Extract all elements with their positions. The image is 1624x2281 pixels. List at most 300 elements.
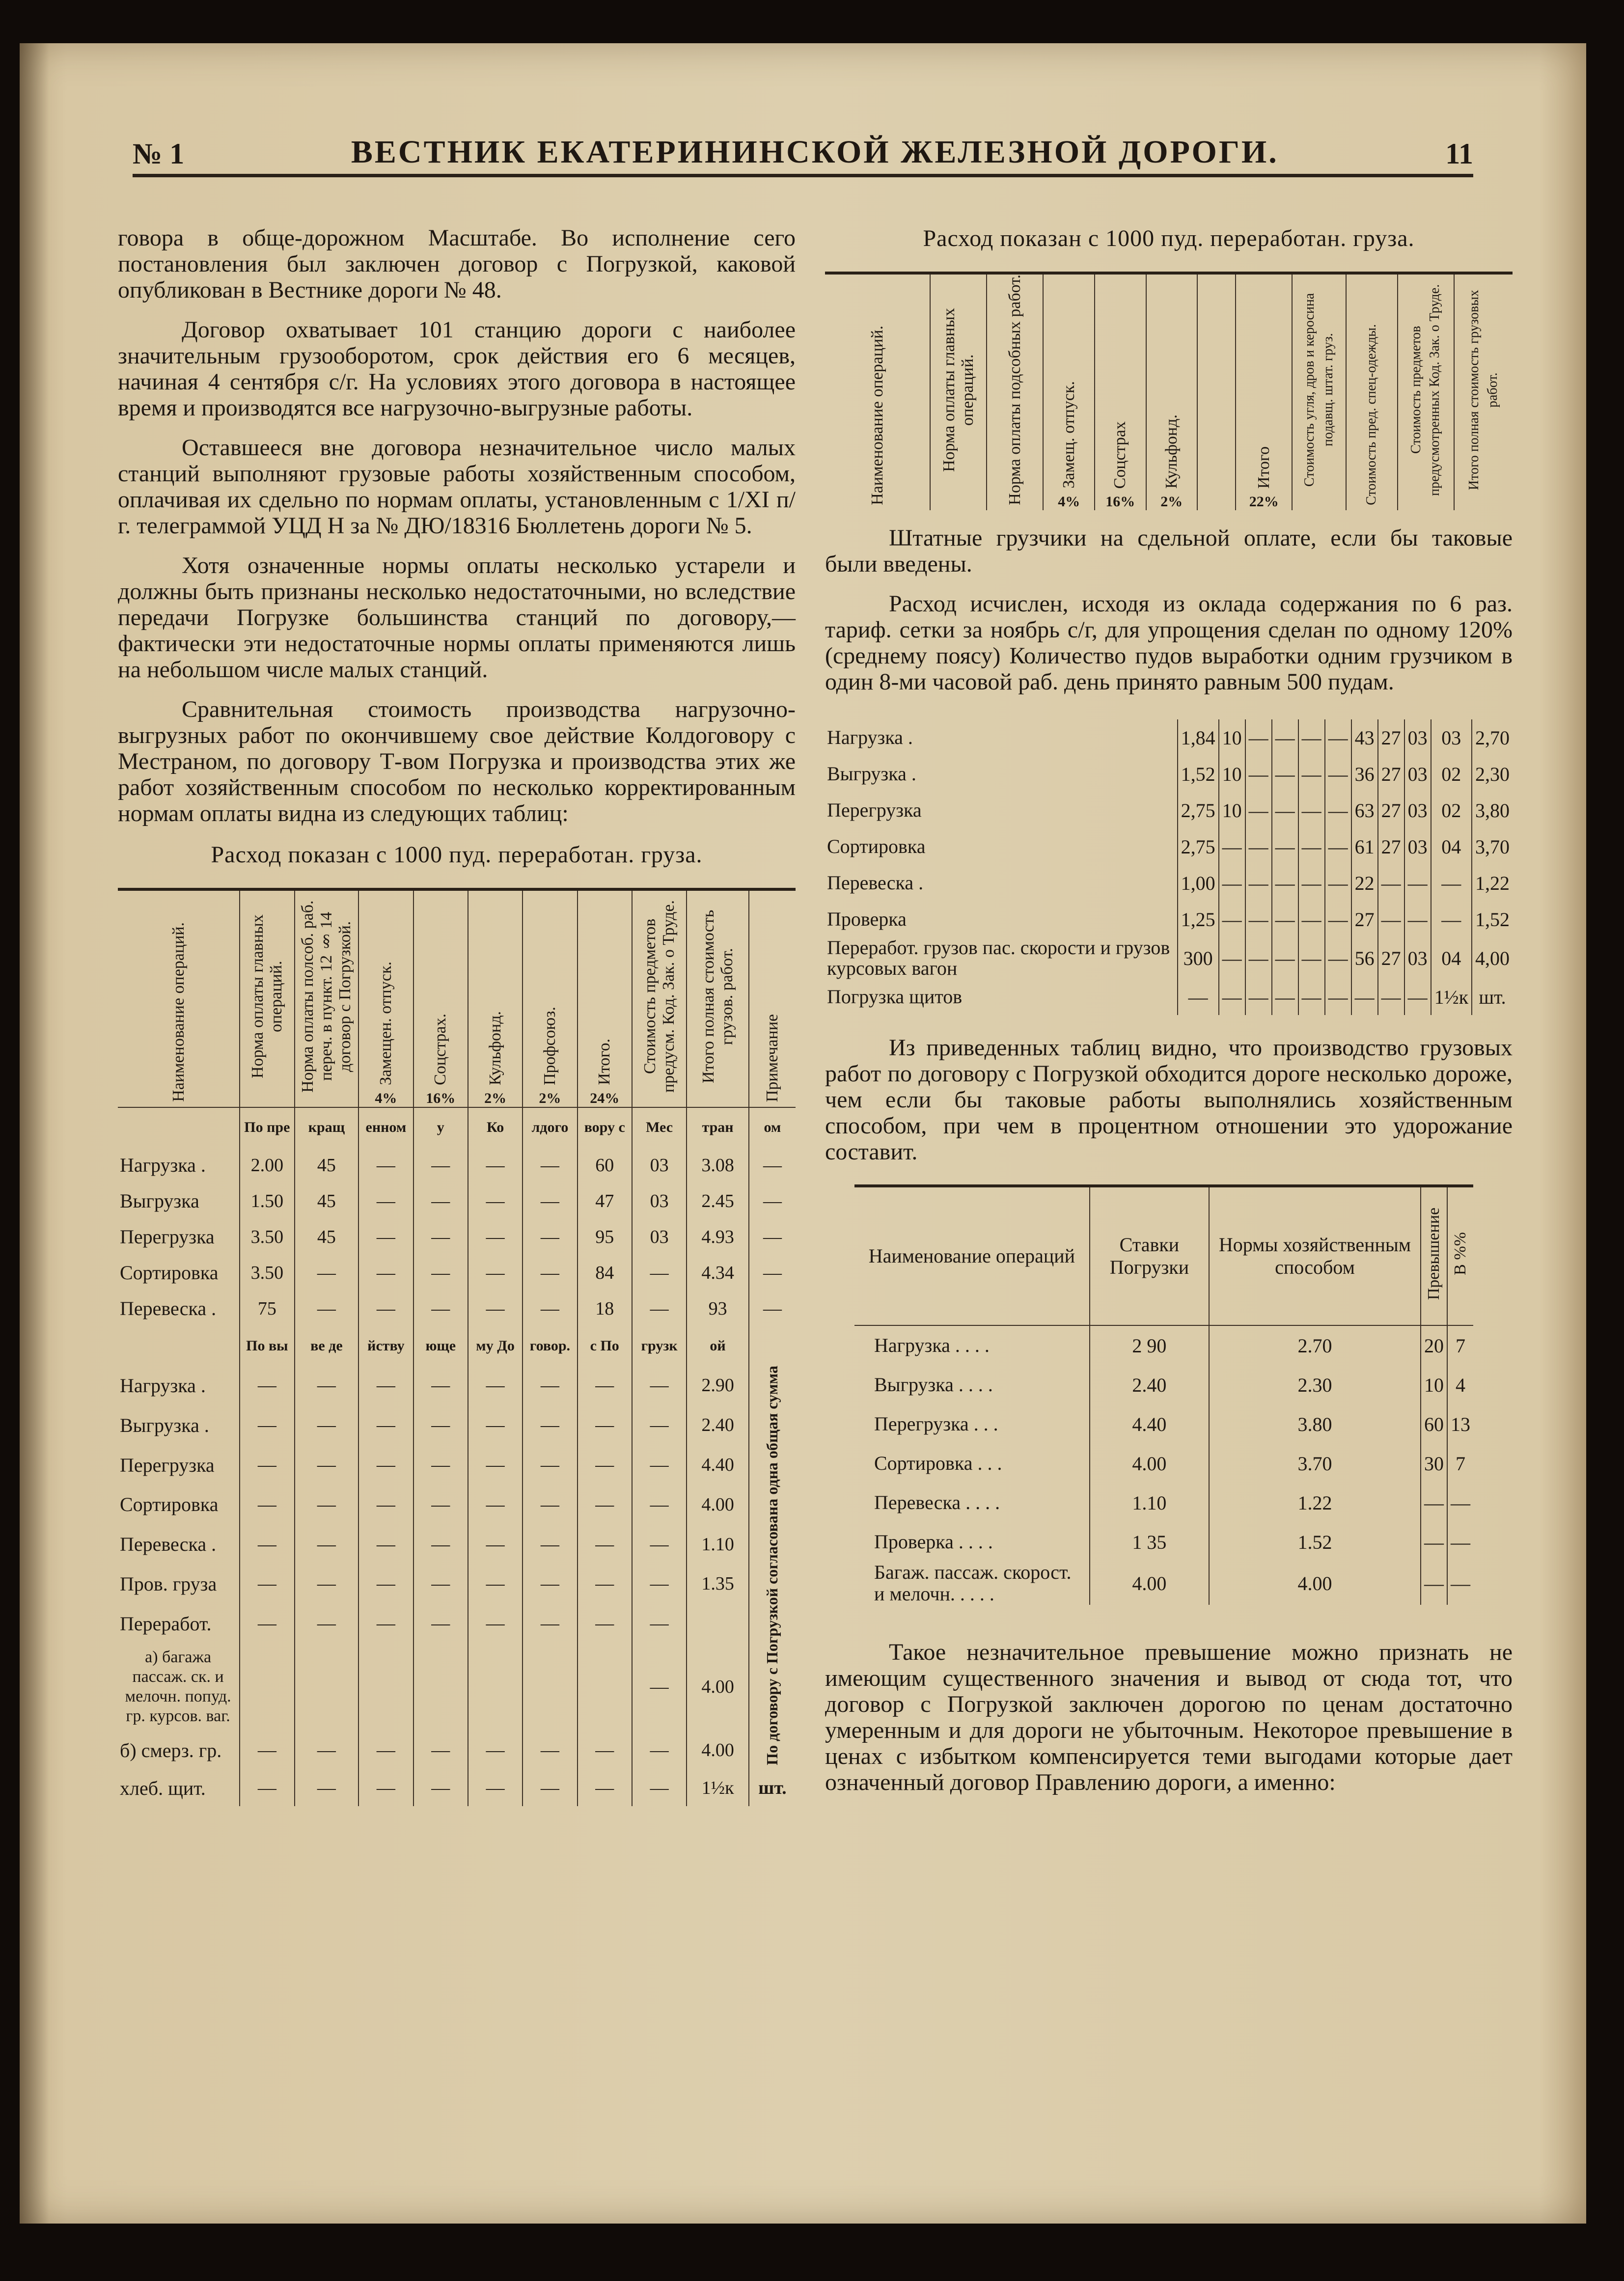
table-cell: — [468, 1219, 523, 1255]
table-cell: — [1325, 865, 1351, 901]
table-cell: 7 [1447, 1325, 1473, 1365]
table-cell: — [295, 1255, 359, 1291]
table-cell: 61 [1351, 828, 1378, 865]
table-cell: — [413, 1219, 468, 1255]
table-cell: 22 [1351, 865, 1378, 901]
table-row [118, 1564, 796, 1604]
table-cell [413, 1644, 468, 1731]
table-cell: 2,75 [1178, 828, 1219, 865]
table-cell: 4.40 [1090, 1404, 1209, 1444]
band-fragment: йству [358, 1326, 413, 1366]
row-label: Перегрузка [120, 1226, 215, 1248]
table-cell: 10 [1219, 719, 1245, 756]
band-fragment: тран [687, 1107, 749, 1147]
table-cell: — [468, 1731, 523, 1770]
table-cell [687, 1604, 749, 1644]
table-cell: 10 [1421, 1365, 1447, 1404]
table-row [854, 1562, 1473, 1605]
column-header: Соцстрах [1111, 421, 1129, 489]
column-header: Наименование операций [854, 1186, 1090, 1325]
row-label: хлеб. щит. [120, 1777, 206, 1799]
table-cell: 1,52 [1472, 901, 1513, 937]
table-cell: — [1219, 937, 1245, 979]
table-cell: — [578, 1366, 632, 1405]
column-header: Замещ. отпуск. [1059, 381, 1078, 489]
table-cell: 45 [295, 1147, 359, 1183]
table-cell: 03 [1431, 719, 1472, 756]
table-cell: 60 [1421, 1404, 1447, 1444]
table-cell: — [1421, 1562, 1447, 1605]
table-cell: — [413, 1183, 468, 1219]
table-cell: — [632, 1445, 687, 1485]
column-header: Кульфонд. [486, 1011, 504, 1085]
table-cell: — [632, 1484, 687, 1524]
column-header: Стоимость предметов предусмотренных Код. Зак. о Труде. [1408, 284, 1443, 496]
table-cell: — [1298, 719, 1325, 756]
table-cell: — [413, 1291, 468, 1326]
right-column [825, 225, 1513, 1809]
table-cell [295, 1644, 359, 1731]
table-row [118, 1484, 796, 1524]
table-cell: 4.00 [1090, 1444, 1209, 1483]
table-row [118, 1644, 796, 1731]
table-cell: — [240, 1484, 294, 1524]
row-label: Багаж. пассаж. скорост. и мелочн. . . . . [874, 1561, 1072, 1605]
row-label: а) багажа пассаж. ск. и мелочн. попуд. гр. курсов. ваг. [125, 1648, 231, 1726]
row-label: Сортировка [827, 835, 926, 857]
column-header: Замещен. отпуск. [376, 962, 395, 1085]
table-cell: 03 [1404, 937, 1431, 979]
percent-label: 16% [426, 1090, 456, 1106]
table-cell: 1½к [1431, 979, 1472, 1015]
paragraph: Из приведенных таблиц видно, что производство грузовых работ по договору с Погрузкой обходится дороге несколько дороже, чем если бы таковые работы выполнялись хозяйственным способом, при чем в процентном отношении это удорожание составит. [825, 1035, 1513, 1165]
table-cell: — [1431, 865, 1472, 901]
table-row [825, 865, 1513, 901]
table-cell: — [1245, 719, 1272, 756]
table-cell: — [1325, 901, 1351, 937]
table-cell: — [295, 1731, 359, 1770]
row-label: Сортировка . . . [874, 1452, 1002, 1474]
table-cell: 03 [1404, 719, 1431, 756]
table-cell: — [578, 1405, 632, 1445]
table-row [118, 1405, 796, 1445]
table-cell: 36 [1351, 756, 1378, 792]
table-cell: — [468, 1366, 523, 1405]
paragraph: Расход исчислен, исходя из оклада содержания по 6 раз. тариф. сетки за ноябрь с/г, для упрощения сделан по одному 120% (среднему поясу) Количество пудов выработки одним грузчиком в один 8-ми часовой раб. день принято равным 500 пудам. [825, 591, 1513, 695]
band-fragment: ой [687, 1326, 749, 1366]
page-number: 11 [1445, 137, 1473, 170]
table-cell: — [240, 1366, 294, 1405]
percent-label: 2% [1160, 494, 1183, 510]
table-cell: — [578, 1604, 632, 1644]
table-cell: — [632, 1770, 687, 1806]
column-header: Нормы хозяйственным способом [1209, 1186, 1421, 1325]
table-cell: 7 [1447, 1444, 1473, 1483]
paragraph: Оставшееся вне договора незначительное число малых станций выполняют грузовые работы хозяйственным способом, оплачивая их сдельно по нормам оплаты, установленным с 1/XI п/г. телеграммой УЦД Н за № ДЮ/18316 Бюллетень дороги № 5. [118, 435, 796, 539]
percent-label: 4% [375, 1090, 397, 1106]
table-cell: 300 [1178, 937, 1219, 979]
column-header: Наименование операций. [169, 922, 188, 1102]
table-cell: 3.50 [240, 1219, 294, 1255]
table-cell: 1,25 [1178, 901, 1219, 937]
table-cell: 1,00 [1178, 865, 1219, 901]
column-header: Стоимость пред. спец-одежды. [1364, 324, 1379, 505]
table-cell: — [1404, 979, 1431, 1015]
left-column [118, 225, 796, 1806]
running-header [133, 117, 1473, 177]
table-caption: Расход показан с 1000 пуд. переработан. груза. [211, 842, 703, 868]
band-fragment: ом [749, 1107, 796, 1147]
table-cell: — [632, 1255, 687, 1291]
column-header: Итого полная стоимость грузовых работ. [1466, 290, 1500, 490]
column-header: Превышение [1424, 1207, 1443, 1300]
percent-label: 16% [1105, 494, 1135, 510]
row-label: Пров. груза [120, 1572, 217, 1595]
table-cell: 1 35 [1090, 1522, 1209, 1562]
table-cell: — [295, 1445, 359, 1485]
table-cell: 27 [1378, 792, 1404, 828]
table-cell: — [578, 1564, 632, 1604]
row-label: б) смерз. гр. [120, 1739, 222, 1761]
table-cell: — [749, 1219, 796, 1255]
row-label: Проверка [827, 908, 907, 930]
table-cell: — [358, 1604, 413, 1644]
table-cell: — [1245, 792, 1272, 828]
table-cell: 60 [578, 1147, 632, 1183]
table-cell: — [523, 1405, 577, 1445]
table-cell: — [578, 1484, 632, 1524]
column-header: Итого полная стоимость грузов. работ. [699, 909, 736, 1083]
table-cell: — [632, 1564, 687, 1604]
row-label: Выгрузка . [120, 1414, 209, 1436]
table-cell: 4.00 [687, 1484, 749, 1524]
table-cell: — [1178, 979, 1219, 1015]
band-fragment: кращ [295, 1107, 359, 1147]
table-cell: 3.70 [1209, 1444, 1421, 1483]
table-cell: — [413, 1524, 468, 1564]
row-label: Нагрузка . . . . [874, 1334, 990, 1356]
table-cell: — [632, 1405, 687, 1445]
band-fragment: му До [468, 1326, 523, 1366]
table-cell: — [1272, 719, 1298, 756]
paragraph: Штатные грузчики на сдельной оплате, если бы таковые были введены. [825, 525, 1513, 577]
table-cell: 2.30 [1209, 1365, 1421, 1404]
table-cell: — [632, 1524, 687, 1564]
table-cell: 2 90 [1090, 1325, 1209, 1365]
table-row [854, 1365, 1473, 1404]
table-cell: 95 [578, 1219, 632, 1255]
table-cell: — [295, 1291, 359, 1326]
table-cell: — [523, 1604, 577, 1644]
staff-loaders-table [825, 719, 1513, 1015]
table-cell: — [295, 1524, 359, 1564]
table-cell: 4.00 [687, 1731, 749, 1770]
table-cell: — [358, 1291, 413, 1326]
table-cell: — [468, 1291, 523, 1326]
table-cell: — [578, 1445, 632, 1485]
table-cell: 18 [578, 1291, 632, 1326]
table-cell: — [523, 1291, 577, 1326]
journal-title: ВЕСТНИК ЕКАТЕРИНИНСКОЙ ЖЕЛЕЗНОЙ ДОРОГИ. [351, 134, 1279, 170]
paragraph: Сравнительная стоимость производства нагрузочно-выгрузных работ по окончившему свое действие Колдоговору с Местраном, по договору Т-вом Погрузка и производства этих же работ хозяйственным способом по несколько корректированным нормам оплаты видна из следующих таблиц: [118, 696, 796, 826]
table-cell: 1.52 [1209, 1522, 1421, 1562]
table-cell: — [1272, 901, 1298, 937]
table-cell: — [358, 1564, 413, 1604]
column-header: Итого. [595, 1039, 614, 1085]
table-cell: 75 [240, 1291, 294, 1326]
table-cell: 4.34 [687, 1255, 749, 1291]
band-fragment: ве де [295, 1326, 359, 1366]
table-cell: — [1245, 865, 1272, 901]
band-fragment: у [413, 1107, 468, 1147]
table-cell: — [240, 1604, 294, 1644]
band-fragment: По пре [240, 1107, 294, 1147]
table-cell: — [240, 1405, 294, 1445]
table-cell: 27 [1378, 937, 1404, 979]
table-cell: — [413, 1564, 468, 1604]
band-row [118, 1326, 796, 1366]
journal-page [20, 43, 1586, 2224]
table-cell: — [523, 1524, 577, 1564]
table-cell [358, 1644, 413, 1731]
table-cell: — [295, 1770, 359, 1806]
table-cell: — [1421, 1483, 1447, 1522]
table-cell: — [1325, 979, 1351, 1015]
column-header: Соцстрах. [431, 1014, 450, 1085]
table-cell: 1.10 [687, 1524, 749, 1564]
table-row [825, 937, 1513, 979]
column-header: Норма оплаты полсоб. раб. переч. в пункт. 12 § 14 договор с Погрузкой. [298, 900, 354, 1093]
table-cell: 1.50 [240, 1183, 294, 1219]
table-cell: 02 [1431, 756, 1472, 792]
percent-label: 2% [539, 1090, 561, 1106]
table-cell: 4,00 [1472, 937, 1513, 979]
table-cell: 30 [1421, 1444, 1447, 1483]
table-cell: — [1378, 979, 1404, 1015]
table-cell: — [295, 1484, 359, 1524]
table-cell: — [1431, 901, 1472, 937]
table-cell: — [413, 1445, 468, 1485]
table-row [118, 1731, 796, 1770]
table-cell: 4.93 [687, 1219, 749, 1255]
table-cell: 3,70 [1472, 828, 1513, 865]
row-label: Перевеска . [120, 1533, 217, 1556]
table-cell: 47 [578, 1183, 632, 1219]
table-cell: 03 [1404, 756, 1431, 792]
table-row [825, 828, 1513, 865]
table-cell: 1,52 [1178, 756, 1219, 792]
comparison-table [854, 1184, 1473, 1605]
table-cell: 03 [632, 1147, 687, 1183]
table-row [118, 1255, 796, 1291]
table-cell: — [523, 1731, 577, 1770]
row-label: Нагрузка . [120, 1374, 206, 1397]
table-cell: 27 [1378, 719, 1404, 756]
table-cell: — [749, 1183, 796, 1219]
table-cell: — [468, 1147, 523, 1183]
table-cell: — [632, 1291, 687, 1326]
table-cell: — [1245, 937, 1272, 979]
table-cell: 4.00 [1090, 1562, 1209, 1605]
issue-number: № 1 [133, 137, 185, 170]
table-cell: — [358, 1219, 413, 1255]
table-cell: — [358, 1255, 413, 1291]
table-cell: 2.00 [240, 1147, 294, 1183]
table-cell: — [468, 1255, 523, 1291]
table-row [118, 1291, 796, 1326]
band-fragment: енном [358, 1107, 413, 1147]
percent-label: 2% [484, 1090, 507, 1106]
table-cell: — [358, 1445, 413, 1485]
band-fragment: По вы [240, 1326, 294, 1366]
band-fragment: говор. [523, 1326, 577, 1366]
table-cell: 4.00 [687, 1644, 749, 1731]
unit-label: шт. [749, 1770, 796, 1806]
band-fragment: лдого [523, 1107, 577, 1147]
table-cell [749, 1366, 796, 1770]
table-cell: — [1351, 979, 1378, 1015]
table-cell: — [523, 1445, 577, 1485]
table-cell: — [295, 1564, 359, 1604]
table-cell: — [468, 1564, 523, 1604]
column-header: Стоимость угля, дров и керосина подавщ. штат. груз. [1302, 293, 1336, 487]
table-cell: 63 [1351, 792, 1378, 828]
row-label: Переработ. грузов пас. скорости и грузов курсовых вагон [827, 936, 1170, 979]
table-cell: — [749, 1255, 796, 1291]
band-fragment: Ко [468, 1107, 523, 1147]
table-cell: — [358, 1405, 413, 1445]
row-label: Перегрузка [827, 799, 922, 821]
table-cell: — [1325, 792, 1351, 828]
table-cell: — [1325, 937, 1351, 979]
table-cell: — [240, 1564, 294, 1604]
row-label: Перегрузка . . . [874, 1413, 998, 1435]
table-cell: — [632, 1366, 687, 1405]
band-fragment: грузк [632, 1326, 687, 1366]
table-cell: 04 [1431, 828, 1472, 865]
table-cell: 03 [632, 1219, 687, 1255]
row-label: Сортировка [120, 1262, 219, 1284]
table-cell: — [1325, 719, 1351, 756]
table-cell: 1,84 [1178, 719, 1219, 756]
cost-table-contract [118, 888, 796, 1806]
table-cell: — [1447, 1562, 1473, 1605]
table-cell: 27 [1378, 828, 1404, 865]
table-cell: — [413, 1366, 468, 1405]
table-cell: — [523, 1255, 577, 1291]
table-row [825, 756, 1513, 792]
table-cell: — [523, 1564, 577, 1604]
row-label: Нагрузка . [120, 1154, 206, 1176]
percent-label: 22% [1249, 494, 1279, 510]
column-header: В %% [1451, 1232, 1469, 1275]
table-cell: — [468, 1405, 523, 1445]
paragraph: Хотя означенные нормы оплаты несколько устарели и должны быть признаны несколько недостаточными, но вследствие передачи Погрузке большинства станций по договору,— фактически эти недостаточные нормы оплаты применяются лишь на небольшом числе малых станций. [118, 552, 796, 683]
table-cell: 4.40 [687, 1445, 749, 1485]
table-cell: 84 [578, 1255, 632, 1291]
table-cell: — [1219, 901, 1245, 937]
table-cell: — [295, 1405, 359, 1445]
table-cell: 02 [1431, 792, 1472, 828]
column-header: Норма оплаты подсобных работ. [1005, 275, 1024, 505]
table-cell: 1.22 [1209, 1483, 1421, 1522]
band-fragment: вору с [578, 1107, 632, 1147]
table-cell: 2.40 [687, 1405, 749, 1445]
table-cell: шт. [1472, 979, 1513, 1015]
table-row [854, 1325, 1473, 1365]
table-cell: — [413, 1405, 468, 1445]
table-cell: — [358, 1770, 413, 1806]
table-row [118, 1445, 796, 1485]
table-cell: 03 [1404, 828, 1431, 865]
table-cell: 45 [295, 1219, 359, 1255]
table-cell: — [1298, 792, 1325, 828]
table-row [854, 1444, 1473, 1483]
table-cell: 2,30 [1472, 756, 1513, 792]
table-cell: — [1298, 937, 1325, 979]
table-cell: — [1272, 828, 1298, 865]
table-cell: 20 [1421, 1325, 1447, 1365]
table-cell: — [468, 1770, 523, 1806]
table-cell [523, 1644, 577, 1731]
table-cell: — [1378, 865, 1404, 901]
table-cell: 2,70 [1472, 719, 1513, 756]
table-cell [240, 1644, 294, 1731]
table-cell: 2,75 [1178, 792, 1219, 828]
table-cell: — [1245, 979, 1272, 1015]
table-cell [118, 1107, 240, 1147]
row-label: Перевеска . . . . [874, 1491, 1000, 1513]
band-row [118, 1107, 796, 1147]
table-cell: 3.50 [240, 1255, 294, 1291]
table-cell: — [358, 1183, 413, 1219]
table-cell: — [749, 1147, 796, 1183]
table-cell: — [295, 1604, 359, 1644]
table-row [118, 1147, 796, 1183]
table-cell: — [413, 1731, 468, 1770]
table-cell: 45 [295, 1183, 359, 1219]
table-cell: — [1272, 865, 1298, 901]
table-cell: — [1219, 865, 1245, 901]
table-cell: — [295, 1366, 359, 1405]
paragraph: Договор охватывает 101 станцию дороги с наиболее значительным грузооборотом, срок действия его 6 месяцев, начиная 4 сентября с/г. На условиях этого договора в настоящее время и производятся все нагрузочно-выгрузные работы. [118, 317, 796, 421]
table-cell: 2.90 [687, 1366, 749, 1405]
table-cell: 56 [1351, 937, 1378, 979]
table-cell: — [523, 1484, 577, 1524]
table-cell: — [468, 1524, 523, 1564]
table-cell: — [1447, 1522, 1473, 1562]
percent-label: 24% [590, 1090, 620, 1106]
row-label: Выгрузка . . . . [874, 1374, 993, 1396]
table-cell: — [1298, 828, 1325, 865]
table-cell: — [632, 1604, 687, 1644]
table-cell: — [1219, 979, 1245, 1015]
band-fragment: с По [578, 1326, 632, 1366]
paragraph: Такое незначительное превышение можно признать не имеющим существенного значения и вывод от сюда тот, что договор с Погрузкой заключен дорогою по ценам достаточно умеренным и для дороги не убыточным. Некоторое превышение в ценах с избытком компенсируется теми выгодами которые дает означенный договор Правлению дороги, а именно: [825, 1639, 1513, 1795]
column-header: Норма оплаты главных операций. [939, 308, 977, 472]
table-cell: — [240, 1524, 294, 1564]
table-cell: — [523, 1366, 577, 1405]
table-cell: 1,22 [1472, 865, 1513, 901]
table-row [118, 1183, 796, 1219]
row-label: Переработ. [120, 1612, 212, 1635]
table-cell: — [523, 1770, 577, 1806]
table-cell: — [1272, 937, 1298, 979]
table-cell: — [1447, 1483, 1473, 1522]
row-label: Выгрузка [120, 1190, 199, 1212]
table-cell: — [749, 1291, 796, 1326]
table-cell: 93 [687, 1291, 749, 1326]
